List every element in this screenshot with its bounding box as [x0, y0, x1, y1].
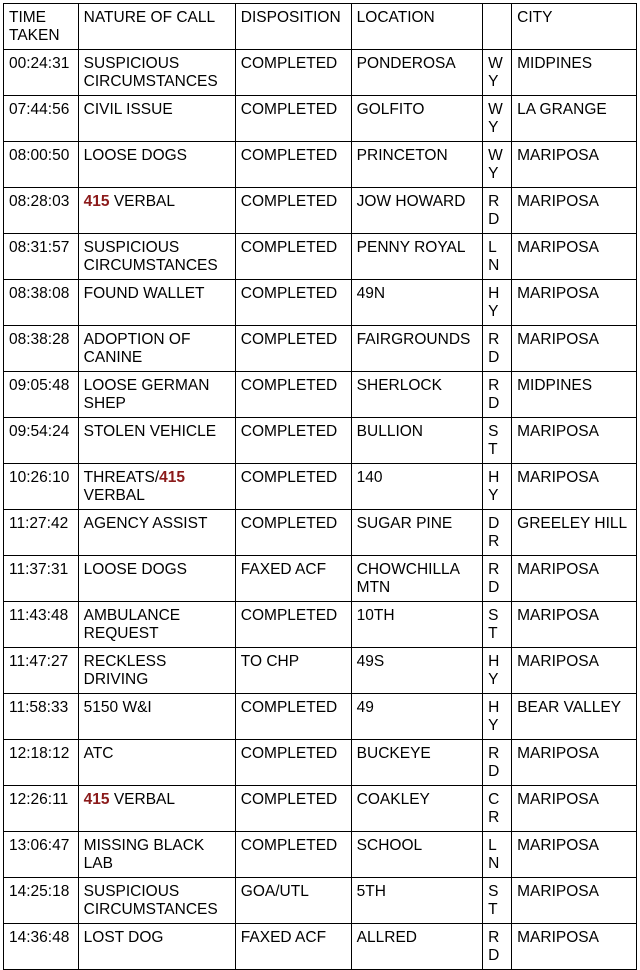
- table-row: [4, 878, 637, 924]
- time-taken-cell: 08:31:57: [4, 234, 79, 280]
- nature-of-call-cell: [78, 464, 235, 510]
- call-text: STOLEN VEHICLE: [83, 423, 217, 440]
- city-cell: MARIPOSA: [512, 648, 637, 694]
- disposition-cell: FAXED ACF: [235, 556, 351, 602]
- call-text: SUSPICIOUS CIRCUMSTANCES: [83, 55, 218, 90]
- street-suffix-cell: RD: [483, 326, 512, 372]
- table-row: [4, 326, 637, 372]
- city-cell: BEAR VALLEY: [512, 694, 637, 740]
- call-code: 415: [83, 193, 110, 210]
- call-text: VERBAL: [83, 487, 145, 504]
- time-taken-cell: 12:26:11: [4, 786, 79, 832]
- nature-of-call-cell: [78, 372, 235, 418]
- city-cell: MARIPOSA: [512, 188, 637, 234]
- location-cell: PRINCETON: [351, 142, 483, 188]
- city-cell: MARIPOSA: [512, 142, 637, 188]
- city-cell: MARIPOSA: [512, 556, 637, 602]
- street-suffix-cell: RD: [483, 924, 512, 970]
- disposition-cell: COMPLETED: [235, 740, 351, 786]
- table-row: [4, 924, 637, 970]
- table-row: [4, 740, 637, 786]
- disposition-cell: COMPLETED: [235, 832, 351, 878]
- location-cell: 140: [351, 464, 483, 510]
- call-text: LOOSE DOGS: [83, 147, 188, 164]
- street-suffix-cell: RD: [483, 740, 512, 786]
- location-cell: FAIRGROUNDS: [351, 326, 483, 372]
- location-cell: 49: [351, 694, 483, 740]
- disposition-cell: COMPLETED: [235, 50, 351, 96]
- location-cell: 10TH: [351, 602, 483, 648]
- table-row: [4, 418, 637, 464]
- table-row: [4, 786, 637, 832]
- city-cell: MARIPOSA: [512, 832, 637, 878]
- time-taken-cell: 00:24:31: [4, 50, 79, 96]
- nature-of-call-cell: [78, 418, 235, 464]
- nature-of-call-cell: [78, 786, 235, 832]
- nature-of-call-cell: [78, 188, 235, 234]
- time-taken-cell: 08:38:08: [4, 280, 79, 326]
- time-taken-cell: 11:58:33: [4, 694, 79, 740]
- call-text: 5150 W&I: [83, 699, 152, 716]
- location-cell: CHOWCHILLA MTN: [351, 556, 483, 602]
- street-suffix-cell: WY: [483, 96, 512, 142]
- location-cell: SCHOOL: [351, 832, 483, 878]
- street-suffix-cell: CR: [483, 786, 512, 832]
- nature-of-call-cell: [78, 924, 235, 970]
- street-suffix-cell: ST: [483, 418, 512, 464]
- street-suffix-cell: DR: [483, 510, 512, 556]
- table-row: [4, 142, 637, 188]
- time-taken-cell: 08:28:03: [4, 188, 79, 234]
- call-text: LOST DOG: [83, 929, 164, 946]
- table-row: [4, 280, 637, 326]
- header-row: [4, 4, 637, 50]
- call-code: 415: [159, 469, 186, 486]
- street-suffix-cell: WY: [483, 142, 512, 188]
- location-cell: BULLION: [351, 418, 483, 464]
- call-text: VERBAL: [109, 791, 176, 808]
- time-taken-cell: 14:36:48: [4, 924, 79, 970]
- city-cell: MARIPOSA: [512, 326, 637, 372]
- nature-of-call-cell: [78, 878, 235, 924]
- call-text: LOOSE GERMAN SHEP: [83, 377, 210, 412]
- time-taken-cell: 13:06:47: [4, 832, 79, 878]
- disposition-cell: COMPLETED: [235, 602, 351, 648]
- call-text: ATC: [83, 745, 114, 762]
- header-suffix: [483, 4, 512, 50]
- street-suffix-cell: WY: [483, 50, 512, 96]
- call-text: AMBULANCE REQUEST: [83, 607, 181, 642]
- nature-of-call-cell: [78, 280, 235, 326]
- time-taken-cell: 09:05:48: [4, 372, 79, 418]
- disposition-cell: GOA/UTL: [235, 878, 351, 924]
- call-text: SUSPICIOUS CIRCUMSTANCES: [83, 883, 218, 918]
- street-suffix-cell: HY: [483, 694, 512, 740]
- call-text: ADOPTION OF CANINE: [83, 331, 191, 366]
- call-log-body: [4, 50, 637, 970]
- city-cell: MARIPOSA: [512, 464, 637, 510]
- street-suffix-cell: HY: [483, 648, 512, 694]
- disposition-cell: COMPLETED: [235, 510, 351, 556]
- location-cell: PONDEROSA: [351, 50, 483, 96]
- disposition-cell: FAXED ACF: [235, 924, 351, 970]
- city-cell: MARIPOSA: [512, 602, 637, 648]
- time-taken-cell: 11:37:31: [4, 556, 79, 602]
- street-suffix-cell: LN: [483, 234, 512, 280]
- time-taken-cell: 08:38:28: [4, 326, 79, 372]
- call-text: SUSPICIOUS CIRCUMSTANCES: [83, 239, 218, 274]
- disposition-cell: COMPLETED: [235, 188, 351, 234]
- disposition-cell: COMPLETED: [235, 96, 351, 142]
- location-cell: BUCKEYE: [351, 740, 483, 786]
- nature-of-call-cell: [78, 142, 235, 188]
- table-row: [4, 96, 637, 142]
- time-taken-cell: 11:27:42: [4, 510, 79, 556]
- table-row: [4, 832, 637, 878]
- call-text: THREATS/: [83, 469, 160, 486]
- location-cell: 5TH: [351, 878, 483, 924]
- call-text: RECKLESS DRIVING: [83, 653, 167, 688]
- street-suffix-cell: LN: [483, 832, 512, 878]
- call-text: VERBAL: [109, 193, 176, 210]
- street-suffix-cell: HY: [483, 464, 512, 510]
- header-city: CITY: [512, 4, 637, 50]
- disposition-cell: TO CHP: [235, 648, 351, 694]
- table-row: [4, 602, 637, 648]
- street-suffix-cell: RD: [483, 372, 512, 418]
- call-text: AGENCY ASSIST: [83, 515, 208, 532]
- city-cell: MARIPOSA: [512, 924, 637, 970]
- city-cell: MIDPINES: [512, 372, 637, 418]
- header-nature-of-call: NATURE OF CALL: [78, 4, 235, 50]
- call-text: CIVIL ISSUE: [83, 101, 173, 118]
- disposition-cell: COMPLETED: [235, 694, 351, 740]
- disposition-cell: COMPLETED: [235, 464, 351, 510]
- time-taken-cell: 08:00:50: [4, 142, 79, 188]
- nature-of-call-cell: [78, 326, 235, 372]
- header-time-taken: TIME TAKEN: [4, 4, 79, 50]
- location-cell: GOLFITO: [351, 96, 483, 142]
- nature-of-call-cell: [78, 602, 235, 648]
- time-taken-cell: 11:47:27: [4, 648, 79, 694]
- table-row: [4, 234, 637, 280]
- location-cell: 49N: [351, 280, 483, 326]
- nature-of-call-cell: [78, 694, 235, 740]
- nature-of-call-cell: [78, 50, 235, 96]
- city-cell: MARIPOSA: [512, 878, 637, 924]
- nature-of-call-cell: [78, 510, 235, 556]
- table-row: [4, 188, 637, 234]
- location-cell: COAKLEY: [351, 786, 483, 832]
- call-text: FOUND WALLET: [83, 285, 205, 302]
- disposition-cell: COMPLETED: [235, 786, 351, 832]
- nature-of-call-cell: [78, 96, 235, 142]
- disposition-cell: COMPLETED: [235, 372, 351, 418]
- nature-of-call-cell: [78, 832, 235, 878]
- location-cell: 49S: [351, 648, 483, 694]
- call-text: LOOSE DOGS: [83, 561, 188, 578]
- time-taken-cell: 09:54:24: [4, 418, 79, 464]
- disposition-cell: COMPLETED: [235, 234, 351, 280]
- nature-of-call-cell: [78, 556, 235, 602]
- nature-of-call-cell: [78, 740, 235, 786]
- call-log-table: [3, 3, 637, 970]
- city-cell: GREELEY HILL: [512, 510, 637, 556]
- city-cell: MIDPINES: [512, 50, 637, 96]
- disposition-cell: COMPLETED: [235, 280, 351, 326]
- nature-of-call-cell: [78, 234, 235, 280]
- call-code: 415: [83, 791, 110, 808]
- street-suffix-cell: RD: [483, 556, 512, 602]
- street-suffix-cell: ST: [483, 878, 512, 924]
- street-suffix-cell: HY: [483, 280, 512, 326]
- location-cell: PENNY ROYAL: [351, 234, 483, 280]
- table-row: [4, 648, 637, 694]
- disposition-cell: COMPLETED: [235, 326, 351, 372]
- header-disposition: DISPOSITION: [235, 4, 351, 50]
- location-cell: JOW HOWARD: [351, 188, 483, 234]
- table-row: [4, 464, 637, 510]
- table-row: [4, 556, 637, 602]
- location-cell: ALLRED: [351, 924, 483, 970]
- table-row: [4, 510, 637, 556]
- time-taken-cell: 14:25:18: [4, 878, 79, 924]
- street-suffix-cell: ST: [483, 602, 512, 648]
- nature-of-call-cell: [78, 648, 235, 694]
- time-taken-cell: 12:18:12: [4, 740, 79, 786]
- time-taken-cell: 11:43:48: [4, 602, 79, 648]
- street-suffix-cell: RD: [483, 188, 512, 234]
- location-cell: SHERLOCK: [351, 372, 483, 418]
- disposition-cell: COMPLETED: [235, 418, 351, 464]
- time-taken-cell: 10:26:10: [4, 464, 79, 510]
- header-location: LOCATION: [351, 4, 483, 50]
- table-row: [4, 50, 637, 96]
- location-cell: SUGAR PINE: [351, 510, 483, 556]
- city-cell: MARIPOSA: [512, 740, 637, 786]
- table-row: [4, 694, 637, 740]
- time-taken-cell: 07:44:56: [4, 96, 79, 142]
- city-cell: MARIPOSA: [512, 786, 637, 832]
- city-cell: LA GRANGE: [512, 96, 637, 142]
- city-cell: MARIPOSA: [512, 280, 637, 326]
- city-cell: MARIPOSA: [512, 234, 637, 280]
- city-cell: MARIPOSA: [512, 418, 637, 464]
- table-row: [4, 372, 637, 418]
- disposition-cell: COMPLETED: [235, 142, 351, 188]
- call-text: MISSING BLACK LAB: [83, 837, 205, 872]
